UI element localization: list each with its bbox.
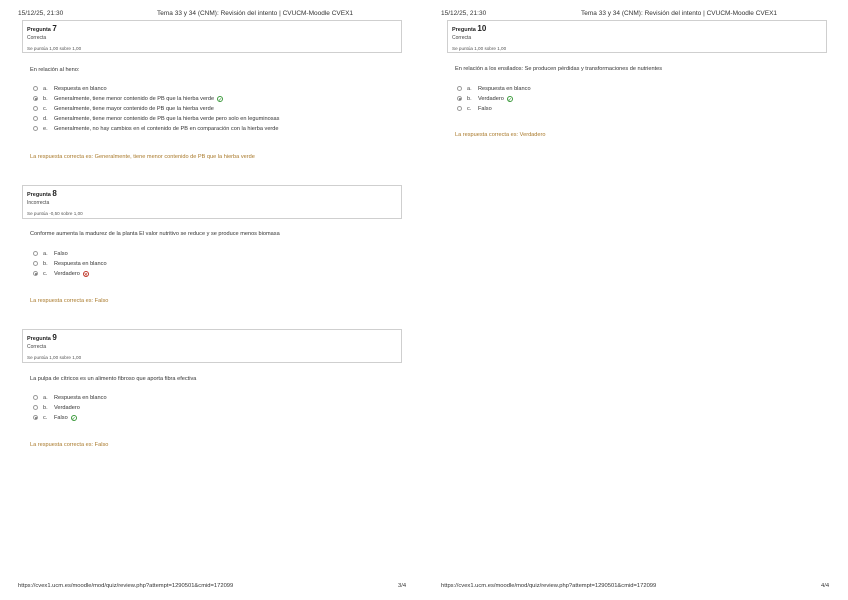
radio-button[interactable]	[33, 116, 38, 121]
question-status: Correcta	[27, 344, 47, 350]
question-label: Pregunta	[27, 27, 51, 33]
option-c[interactable]: c. Generalmente, tiene mayor contenido de PB que la hierba verde	[33, 104, 214, 113]
check-icon: ✓	[71, 415, 76, 421]
option-b[interactable]: b. Verdadero	[33, 403, 80, 412]
footer-url[interactable]: https://cvex1.ucm.es/moodle/mod/quiz/review.php?attempt=1290501&cmid=172099	[18, 583, 234, 589]
header-date: 15/12/25, 21:30	[441, 10, 487, 17]
radio-button-selected[interactable]	[33, 96, 38, 101]
question-status: Correcta	[452, 35, 472, 41]
option-c[interactable]: c. Falso ✓	[33, 413, 77, 422]
question-status: Correcta	[27, 35, 47, 41]
radio-button[interactable]	[457, 106, 462, 111]
correct-answer-feedback: La respuesta correcta es: Verdadero	[455, 132, 546, 138]
question-label: Pregunta	[27, 192, 51, 198]
question-number: 8	[52, 189, 57, 198]
question-score: Se puntúa -0,50 sobre 1,00	[27, 211, 83, 216]
option-a[interactable]: a. Respuesta en blanco	[33, 84, 107, 93]
footer-page-number: 3/4	[398, 583, 407, 589]
radio-button-selected[interactable]	[33, 271, 38, 276]
check-icon: ✓	[218, 96, 223, 102]
option-b[interactable]: b. Respuesta en blanco	[33, 259, 107, 268]
option-e[interactable]: e. Generalmente, no hay cambios en el contenido de PB en comparación con la hierba verde	[33, 124, 279, 133]
footer-url[interactable]: https://cvex1.ucm.es/moodle/mod/quiz/review.php?attempt=1290501&cmid=172099	[441, 583, 657, 589]
question-status: Incorrecta	[27, 200, 50, 206]
correct-answer-feedback: La respuesta correcta es: Generalmente, tiene menor contenido de PB que la hierba verde	[30, 154, 255, 160]
question-score: Se puntúa 1,00 sobre 1,00	[27, 46, 82, 51]
radio-button[interactable]	[33, 405, 38, 410]
radio-button[interactable]	[457, 86, 462, 91]
option-a[interactable]: a. Respuesta en blanco	[457, 84, 531, 93]
question-number: 7	[52, 24, 57, 33]
question-score: Se puntúa 1,00 sobre 1,00	[27, 355, 82, 360]
question-number: 10	[477, 24, 487, 33]
question-score: Se puntúa 1,00 sobre 1,00	[452, 46, 507, 51]
radio-button[interactable]	[33, 126, 38, 131]
option-c[interactable]: c. Verdadero ✕	[33, 269, 89, 278]
question-number: 9	[52, 333, 57, 342]
header-date: 15/12/25, 21:30	[18, 10, 64, 17]
question-info-box-8	[22, 185, 402, 219]
option-c[interactable]: c. Falso	[457, 104, 492, 113]
footer-page-number: 4/4	[821, 583, 830, 589]
correct-answer-feedback: La respuesta correcta es: Falso	[30, 298, 109, 304]
question-text: En relación a los ensilados: Se producen pérdidas y transformaciones de nutrientes	[455, 66, 663, 72]
option-a[interactable]: a. Respuesta en blanco	[33, 393, 107, 402]
option-a[interactable]: a. Falso	[33, 249, 68, 258]
option-b[interactable]: b. Generalmente, tiene menor contenido de PB que la hierba verde ✓	[33, 94, 223, 103]
option-b[interactable]: b. Verdadero ✓	[457, 94, 513, 103]
option-d[interactable]: d. Generalmente, tiene menor contenido de PB que la hierba verde pero solo en leguminosas	[33, 114, 279, 123]
radio-button[interactable]	[33, 261, 38, 266]
radio-button[interactable]	[33, 106, 38, 111]
radio-button[interactable]	[33, 395, 38, 400]
question-text: La pulpa de cítricos es un alimento fibroso que aporta fibra efectiva	[30, 376, 197, 382]
question-info-box-9	[22, 329, 402, 363]
radio-button[interactable]	[33, 251, 38, 256]
question-text: En relación al heno:	[30, 67, 80, 73]
question-info-box-10	[447, 20, 827, 53]
right-page	[424, 0, 848, 600]
correct-answer-feedback: La respuesta correcta es: Falso	[30, 442, 109, 448]
radio-button[interactable]	[33, 86, 38, 91]
header-title: Tema 33 y 34 (CNM): Revisión del intento | CVUCM-Moodle CVEX1	[157, 10, 354, 17]
question-text: Conforme aumenta la madurez de la planta El valor nutritivo se reduce y se produce menos biomasa	[30, 231, 280, 237]
check-icon: ✓	[507, 96, 512, 102]
radio-button-selected[interactable]	[457, 96, 462, 101]
question-label: Pregunta	[452, 27, 476, 33]
header-title: Tema 33 y 34 (CNM): Revisión del intento | CVUCM-Moodle CVEX1	[581, 10, 778, 17]
cross-icon: ✕	[83, 271, 88, 277]
question-label: Pregunta	[27, 336, 51, 342]
question-info-box-7	[22, 20, 402, 53]
radio-button-selected[interactable]	[33, 415, 38, 420]
